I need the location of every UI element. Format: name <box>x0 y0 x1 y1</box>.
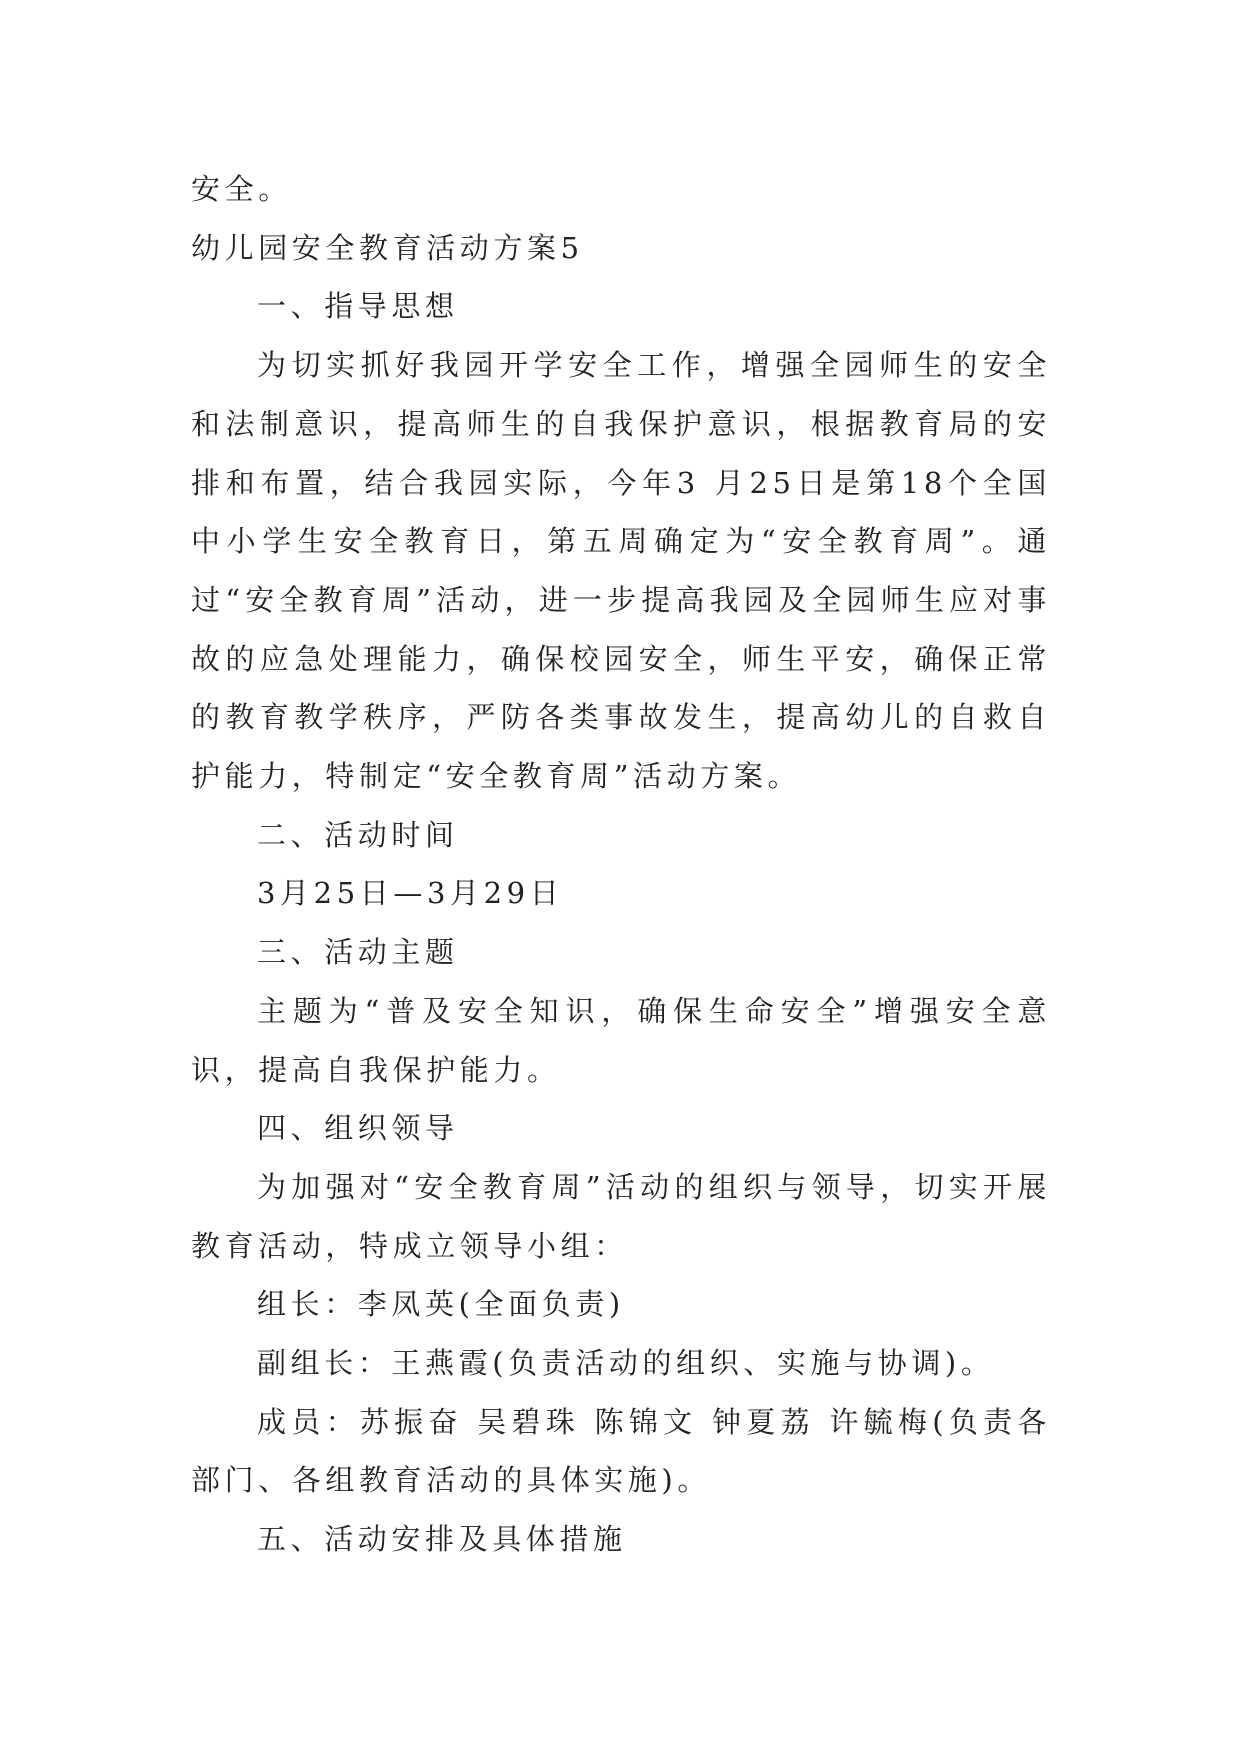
section-heading-organization: 四、组织领导 <box>257 1111 459 1146</box>
paragraph-deputy-leader: 副组长：王燕霞(负责活动的组织、实施与协调)。 <box>257 1346 995 1381</box>
document-page <box>191 160 1051 1569</box>
paragraph-activity-theme: 主题为“普及安全知识，确保生命安全”增强安全意识，提高自我保护能力。 <box>191 993 1051 1087</box>
paragraph-activity-time: 3月25日—3月29日 <box>257 876 564 911</box>
paragraph-members: 成员：苏振奋 吴碧珠 陈锦文 钟夏荔 许毓梅(负责各部门、各组教育活动的具体实施)。 <box>191 1404 1051 1498</box>
paragraph-group-leader: 组长：李凤英(全面负责) <box>257 1287 625 1322</box>
section-heading-guiding-ideology: 一、指导思想 <box>257 289 459 324</box>
paragraph-organization: 为加强对“安全教育周”活动的组织与领导，切实开展教育活动，特成立领导小组： <box>191 1169 1051 1263</box>
section-heading-activity-time: 二、活动时间 <box>257 817 459 852</box>
paragraph-guiding-ideology: 为切实抓好我园开学安全工作，增强全园师生的安全和法制意识，提高师生的自我保护意识，根据教育局的安排和布置，结合我园实际，今年3 月25日是第18个全国中小学生安全教育日，第五周确定为“安全教育周”。通过“安全教育周”活动，进一步提高我园及全园师生应对事故的应急处理能力，确保校园安全，师生平安，确保正常的教育教学秩序，严防各类事故发生，提高幼儿的自救自护能力，特制定“安全教育周”活动方案。 <box>191 348 1051 794</box>
section-heading-arrangements: 五、活动安排及具体措施 <box>257 1522 627 1557</box>
section-heading-activity-theme: 三、活动主题 <box>257 935 459 970</box>
document-title: 幼儿园安全教育活动方案5 <box>191 230 584 265</box>
paragraph-continuation: 安全。 <box>191 172 292 206</box>
